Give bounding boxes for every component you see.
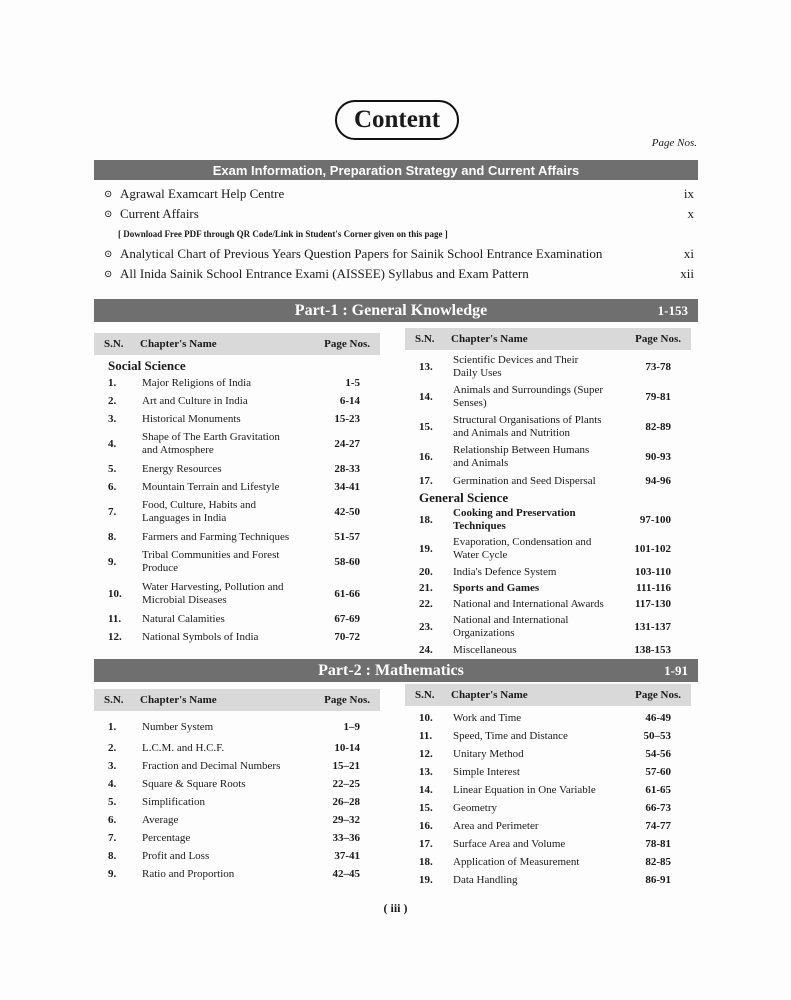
chapter-number: 7. (108, 505, 117, 518)
part1-right-table (405, 328, 691, 658)
part2-title: Part-2 : Mathematics (318, 661, 464, 679)
toc-row (94, 460, 380, 478)
toc-row (405, 709, 691, 727)
chapter-name: Animals and Surroundings (Super Senses) (453, 384, 604, 409)
chapter-name: Simplification (142, 795, 205, 808)
chapter-number: 2. (108, 741, 117, 754)
chapter-pages: 61-65 (645, 783, 671, 796)
chapter-number: 4. (108, 777, 117, 790)
toc-row (405, 835, 691, 853)
chapter-name: Speed, Time and Distance (453, 729, 568, 742)
chapter-number: 17. (419, 837, 433, 850)
toc-row (405, 817, 691, 835)
chapter-pages: 94-96 (645, 474, 671, 487)
chapter-name: Natural Calamities (142, 612, 225, 625)
chapter-pages: 37-41 (334, 849, 360, 862)
toc-row (94, 715, 380, 739)
toc-row (94, 775, 380, 793)
chapter-number: 5. (108, 795, 117, 808)
chapter-pages: 1–9 (343, 720, 360, 733)
chapter-pages: 103-110 (634, 565, 671, 578)
toc-row (405, 382, 691, 412)
chapter-name: Linear Equation in One Variable (453, 783, 596, 796)
chapter-pages: 42-50 (334, 505, 360, 518)
chapter-name: Data Handling (453, 873, 518, 886)
toc-row (94, 610, 380, 628)
exam-item-page: ix (683, 186, 694, 201)
exam-item-page: xii (680, 266, 694, 281)
chapter-number: 7. (108, 831, 117, 844)
toc-list (94, 715, 380, 883)
exam-item-text: Agrawal Examcart Help Centre (120, 186, 285, 201)
exam-section-heading: Exam Information, Preparation Strategy and Current Affairs (94, 160, 698, 180)
toc-row (94, 528, 380, 546)
chapter-pages: 24-27 (334, 437, 360, 450)
exam-item (104, 245, 694, 263)
chapter-pages: 51-57 (334, 530, 360, 543)
chapter-name: Major Religions of India (142, 376, 252, 389)
chapter-pages: 33–36 (332, 831, 360, 844)
chapter-name: Number System (142, 720, 214, 733)
chapter-number: 1. (108, 720, 117, 733)
chapter-number: 19. (419, 873, 433, 886)
chapter-number: 23. (419, 620, 433, 633)
chapter-name: Art and Culture in India (142, 394, 248, 407)
toc-row (94, 757, 380, 775)
chapter-name: Application of Measurement (453, 855, 580, 868)
toc-row (405, 745, 691, 763)
chapter-number: 9. (108, 555, 117, 568)
toc-row (405, 612, 691, 642)
chapter-number: 8. (108, 530, 117, 543)
toc-row (94, 392, 380, 410)
chapter-pages: 67-69 (334, 612, 360, 625)
chapter-name: Mountain Terrain and Lifestyle (142, 480, 280, 493)
chapter-name: L.C.M. and H.C.F. (142, 741, 225, 754)
table-header: S.N. Chapter's Name Page Nos. (94, 689, 380, 711)
chapter-pages: 74-77 (645, 819, 671, 832)
chapter-name: Square & Square Roots (142, 777, 246, 790)
chapter-number: 19. (419, 542, 433, 555)
chapter-name: Average (142, 813, 179, 826)
table-header: S.N. Chapter's Name Page Nos. (405, 328, 691, 350)
chapter-name: Ratio and Proportion (142, 867, 235, 880)
chapter-number: 10. (419, 711, 433, 724)
chapter-pages: 42–45 (332, 867, 360, 880)
chapter-number: 3. (108, 759, 117, 772)
chapter-number: 22. (419, 597, 433, 610)
chapter-pages: 101-102 (634, 542, 671, 555)
chapter-name: Energy Resources (142, 462, 222, 475)
chapter-number: 10. (108, 587, 122, 600)
chapter-pages: 10-14 (334, 741, 360, 754)
toc-list (405, 352, 691, 490)
chapter-name: Surface Area and Volume (453, 837, 566, 850)
chapter-pages: 73-78 (645, 360, 671, 373)
toc-row (405, 871, 691, 889)
chapter-name: Relationship Between Humans and Animals (453, 444, 590, 469)
chapter-pages: 86-91 (645, 873, 671, 886)
exam-item-page: xi (683, 246, 694, 261)
chapter-number: 24. (419, 643, 433, 656)
toc-row (405, 412, 691, 442)
toc-row (94, 847, 380, 865)
chapter-name: National Symbols of India (142, 630, 259, 643)
chapter-number: 11. (108, 612, 122, 625)
chapter-pages: 46-49 (645, 711, 671, 724)
exam-item (104, 265, 694, 283)
part2-right-table (405, 684, 691, 889)
chapter-name: Profit and Loss (142, 849, 210, 862)
chapter-pages: 50–53 (643, 729, 671, 742)
chapter-number: 14. (419, 390, 433, 403)
toc-row (405, 506, 691, 534)
chapter-number: 18. (419, 855, 433, 868)
chapter-number: 8. (108, 849, 117, 862)
chapter-number: 12. (108, 630, 122, 643)
part1-header (94, 299, 698, 322)
chapter-pages: 15–21 (332, 759, 360, 772)
circle-bullet-icon: ⊙ (104, 268, 113, 280)
toc-row (94, 739, 380, 757)
toc-row (94, 374, 380, 392)
chapter-number: 13. (419, 765, 433, 778)
exam-item-text: All Inida Sainik School Entrance Exami (AISSEE) Syllabus and Exam Pattern (120, 266, 529, 281)
chapter-pages: 54-56 (645, 747, 671, 760)
section-heading: General Science (419, 490, 509, 505)
chapter-pages: 90-93 (645, 450, 671, 463)
toc-row (94, 478, 380, 496)
toc-row (405, 799, 691, 817)
page-number: ( iii ) (383, 901, 408, 915)
page-title: Content (335, 100, 459, 140)
chapter-name: Fraction and Decimal Numbers (142, 759, 281, 772)
chapter-number: 11. (419, 729, 433, 742)
toc-row (405, 642, 691, 658)
chapter-name: Germination and Seed Dispersal (453, 474, 596, 487)
chapter-name: Farmers and Farming Techniques (142, 530, 290, 543)
toc-list (405, 506, 691, 658)
chapter-number: 14. (419, 783, 433, 796)
chapter-pages: 82-89 (645, 420, 671, 433)
chapter-pages: 26–28 (332, 795, 360, 808)
chapter-pages: 79-81 (645, 390, 671, 403)
chapter-pages: 28-33 (334, 462, 360, 475)
chapter-number: 4. (108, 437, 117, 450)
chapter-name: India's Defence System (453, 565, 557, 578)
chapter-pages: 22–25 (332, 777, 360, 790)
toc-row (94, 496, 380, 528)
part1-range: 1-153 (657, 302, 688, 318)
chapter-pages: 66-73 (645, 801, 671, 814)
toc-row (405, 442, 691, 472)
chapter-pages: 70-72 (334, 630, 360, 643)
toc-row (94, 829, 380, 847)
chapter-pages: 29–32 (332, 813, 360, 826)
chapter-pages: 97-100 (639, 513, 671, 526)
chapter-pages: 61-66 (334, 587, 360, 600)
chapter-number: 16. (419, 819, 433, 832)
toc-row (405, 534, 691, 564)
chapter-number: 15. (419, 801, 433, 814)
chapter-name: Percentage (142, 831, 191, 844)
chapter-number: 20. (419, 565, 433, 578)
exam-item-text: Analytical Chart of Previous Years Question Papers for Sainik School Entrance Examination (120, 246, 603, 261)
chapter-name: Unitary Method (453, 747, 524, 760)
chapter-name: Evaporation, Condensation and Water Cycle (453, 536, 592, 561)
chapter-name: Historical Monuments (142, 412, 241, 425)
chapter-pages: 111-116 (636, 581, 671, 594)
part2-range: 1-91 (664, 662, 688, 678)
chapter-name: Sports and Games (453, 581, 540, 594)
toc-row (94, 410, 380, 428)
chapter-pages: 57-60 (645, 765, 671, 778)
toc-row (94, 428, 380, 460)
chapter-number: 17. (419, 474, 433, 487)
toc-row (405, 853, 691, 871)
chapter-pages: 117-130 (634, 597, 671, 610)
toc-row (94, 811, 380, 829)
exam-item (104, 205, 694, 223)
chapter-name: Food, Culture, Habits and Languages in India (142, 499, 256, 524)
toc-list (94, 374, 380, 646)
toc-row (405, 781, 691, 799)
circle-bullet-icon: ⊙ (104, 208, 113, 220)
chapter-name: Simple Interest (453, 765, 520, 778)
chapter-pages: 138-153 (634, 643, 671, 656)
chapter-name: Cooking and Preservation Techniques (453, 507, 576, 532)
chapter-pages: 1-5 (345, 376, 360, 389)
chapter-pages: 34-41 (334, 480, 360, 493)
part2-header (94, 659, 698, 682)
chapter-pages: 15-23 (334, 412, 360, 425)
page-nos-label: Page Nos. (651, 137, 697, 149)
toc-row (405, 352, 691, 382)
toc-row (94, 578, 380, 610)
toc-row (405, 763, 691, 781)
toc-row (94, 546, 380, 578)
toc-row (94, 793, 380, 811)
part1-left-table (94, 333, 380, 646)
chapter-number: 2. (108, 394, 117, 407)
chapter-pages: 78-81 (645, 837, 671, 850)
toc-row (405, 580, 691, 596)
toc-row (405, 472, 691, 490)
chapter-number: 6. (108, 480, 117, 493)
chapter-number: 1. (108, 376, 117, 389)
toc-row (405, 564, 691, 580)
toc-row (405, 596, 691, 612)
part1-title: Part-1 : General Knowledge (294, 301, 488, 319)
table-header: S.N. Chapter's Name Page Nos. (405, 684, 691, 706)
chapter-number: 18. (419, 513, 433, 526)
toc-row (405, 727, 691, 745)
chapter-number: 5. (108, 462, 117, 475)
toc-row (94, 865, 380, 883)
chapter-number: 12. (419, 747, 433, 760)
chapter-name: Area and Perimeter (453, 819, 539, 832)
table-header: S.N. Chapter's Name Page Nos. (94, 333, 380, 355)
part2-left-table (94, 689, 380, 883)
download-note: [ Download Free PDF through QR Code/Link in Student's Corner given on this page ] (118, 229, 448, 239)
chapter-name: Tribal Communities and Forest Produce (142, 549, 280, 574)
chapter-number: 6. (108, 813, 117, 826)
chapter-number: 21. (419, 581, 433, 594)
chapter-name: Water Harvesting, Pollution and Microbial Diseases (142, 581, 284, 606)
chapter-name: Shape of The Earth Gravitation and Atmosphere (142, 431, 280, 456)
chapter-pages: 6-14 (339, 394, 360, 407)
toc-list (405, 709, 691, 889)
chapter-name: Scientific Devices and Their Daily Uses (453, 354, 579, 379)
chapter-name: National and International Awards (453, 597, 604, 610)
chapter-name: Miscellaneous (453, 643, 517, 656)
chapter-pages: 82-85 (645, 855, 671, 868)
chapter-pages: 131-137 (634, 620, 671, 633)
circle-bullet-icon: ⊙ (104, 188, 113, 200)
chapter-number: 9. (108, 867, 117, 880)
section-heading: Social Science (108, 358, 186, 373)
toc-row (94, 628, 380, 646)
chapter-number: 15. (419, 420, 433, 433)
chapter-pages: 58-60 (334, 555, 360, 568)
exam-item-text: Current Affairs (120, 206, 199, 221)
circle-bullet-icon: ⊙ (104, 248, 113, 260)
chapter-name: National and International Organizations (453, 614, 569, 639)
chapter-name: Work and Time (453, 711, 522, 724)
chapter-name: Geometry (453, 801, 497, 814)
chapter-name: Structural Organisations of Plants and Animals and Nutrition (453, 414, 602, 439)
exam-item (104, 185, 694, 203)
exam-item-page: x (687, 206, 694, 221)
chapter-number: 13. (419, 360, 433, 373)
chapter-number: 3. (108, 412, 117, 425)
chapter-number: 16. (419, 450, 433, 463)
